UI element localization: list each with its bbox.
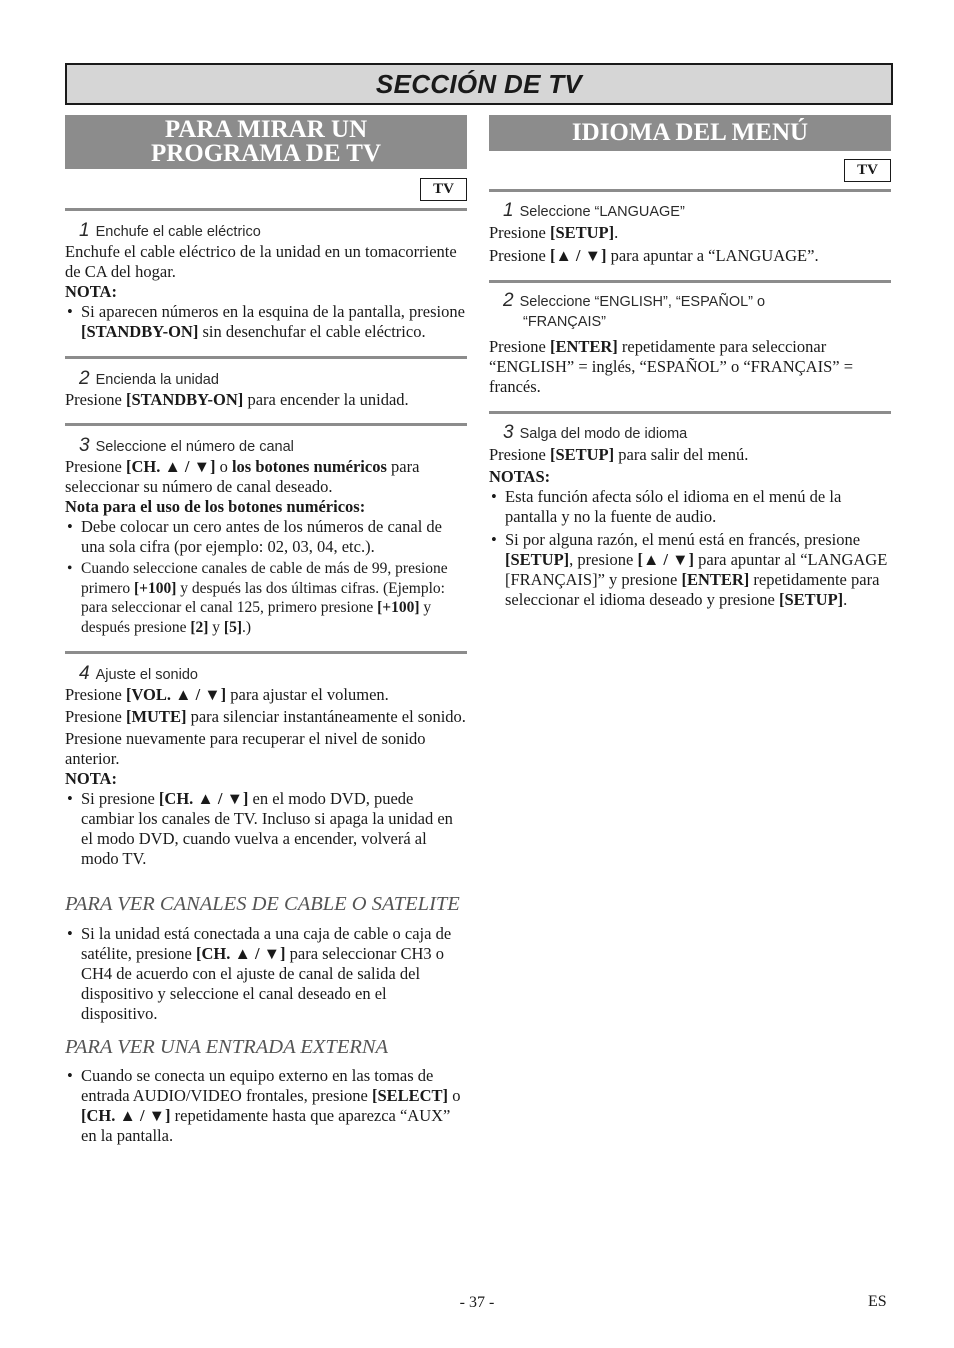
text: en el modo DVD, puede cambiar los canales de TV. Incluso si apaga la unidad en el modo DVD, cuando vuelva a encender, volverá al modo TV.	[81, 789, 453, 868]
text: Cuando seleccione canales de cable de más de 99, presione primero	[81, 560, 448, 597]
external-input-heading: PARA VER UNA ENTRADA EXTERNA	[65, 1036, 389, 1058]
text: Presione	[65, 685, 126, 704]
step-2-heading	[489, 291, 891, 312]
step-divider	[65, 356, 467, 359]
text: para ajustar el volumen.	[226, 685, 389, 704]
note-text: sin desenchufar el cable eléctrico.	[198, 322, 426, 341]
step-text	[65, 685, 467, 705]
note-item	[65, 302, 467, 342]
text: para salir del menú.	[614, 445, 749, 464]
text: repetidamente hasta que aparezca “AUX” en la pantalla.	[81, 1106, 451, 1145]
step-4-heading	[65, 664, 467, 685]
step-title: Ajuste el sonido	[95, 667, 198, 683]
note-label: Nota para el uso de los botones numéricos:	[65, 497, 366, 516]
key-label: [STANDBY-ON]	[125, 390, 244, 409]
step-title: Seleccione el número de canal	[95, 439, 294, 455]
text: Presione	[65, 390, 126, 409]
text: y después las dos últimas cifras. (Ejemplo: para seleccionar el canal 125, primero presione	[81, 579, 445, 616]
step-3-heading	[489, 423, 891, 444]
note-item	[65, 789, 467, 869]
text: para encender la unidad.	[243, 390, 409, 409]
text: Presione	[489, 246, 550, 265]
text: .)	[242, 618, 252, 636]
note-item	[65, 559, 467, 637]
key-label: [SETUP]	[549, 445, 615, 464]
text: o	[215, 457, 232, 476]
text: y	[208, 618, 224, 636]
left-column	[65, 115, 467, 1146]
step-1-heading	[65, 221, 467, 242]
menu-language-heading: IDIOMA DEL MENÚ	[489, 115, 891, 151]
watch-tv-heading-line1: PARA MIRAR UN	[164, 116, 368, 143]
step-text: Enchufe el cable eléctrico de la unidad en un tomacorriente de CA del hogar.	[65, 242, 457, 281]
step-text	[65, 457, 467, 497]
cable-list	[65, 924, 467, 1024]
note-item: • Debe colocar un cero antes de los números de canal de una sola cifra (por ejemplo: 02, 03, 04, etc.).	[65, 517, 467, 557]
note-text: Si aparecen números en la esquina de la pantalla, presione	[81, 302, 465, 321]
key-label: [2]	[190, 618, 209, 636]
step-number: 2	[503, 290, 514, 311]
step-title: Encienda la unidad	[95, 372, 219, 388]
tv-badge-row	[65, 178, 467, 201]
section-banner	[65, 63, 893, 105]
step-divider	[489, 189, 891, 192]
step-title: Seleccione “ENGLISH”, “ESPAÑOL” o	[519, 294, 766, 310]
key-label: [5]	[223, 618, 242, 636]
note-item: • Esta función afecta sólo el idioma en el menú de la pantalla y no la fuente de audio.	[489, 487, 891, 527]
key-label: [CH. ▲ / ▼]	[196, 944, 286, 963]
step-text	[489, 445, 891, 465]
step-3-heading	[65, 436, 467, 457]
key-label: [SETUP]	[549, 223, 615, 242]
tv-mode-badge: TV	[844, 159, 891, 182]
note-list	[65, 302, 467, 342]
key-label: [MUTE]	[125, 707, 187, 726]
step-divider	[489, 411, 891, 414]
page-number: - 37 -	[459, 1294, 495, 1311]
note-label: NOTA:	[65, 769, 117, 788]
step-divider	[65, 208, 467, 211]
section-title: SECCIÓN DE TV	[375, 69, 583, 99]
key-label: [ENTER]	[549, 337, 618, 356]
text: para seleccionar CH3 o CH4 de acuerdo con el ajuste de canal de salida del dispositivo y seleccione el canal deseado en el dispositivo.	[81, 944, 445, 1023]
note-label: NOTA:	[65, 282, 117, 301]
cable-satellite-heading: PARA VER CANALES DE CABLE O SATELITE	[65, 893, 460, 915]
text: Presione	[489, 445, 550, 464]
key-label: los botones numéricos	[231, 457, 387, 476]
text: Cuando se conecta un equipo externo en las tomas de entrada AUDIO/VIDEO frontales, presione	[81, 1066, 434, 1105]
key-label: [CH. ▲ / ▼]	[158, 789, 249, 808]
key-label: [CH. ▲ / ▼]	[125, 457, 216, 476]
key-label: [STANDBY-ON]	[81, 322, 199, 341]
text: , presione	[569, 550, 638, 569]
note-list	[65, 517, 467, 637]
key-label: [SETUP]	[505, 550, 570, 569]
text: y después presione	[81, 599, 432, 636]
text: para seleccionar su número de canal deseado.	[65, 457, 420, 496]
key-label: [+100]	[133, 579, 177, 597]
step-text	[489, 337, 891, 397]
watch-tv-heading	[65, 115, 467, 169]
text: o	[448, 1086, 461, 1105]
text: Presione	[65, 707, 126, 726]
text: .	[843, 590, 848, 609]
step-divider	[65, 423, 467, 426]
text: Si presione	[81, 789, 159, 808]
step-number: 2	[79, 368, 90, 389]
tv-badge-row	[489, 159, 891, 182]
step-text: Presione nuevamente para recuperar el nivel de sonido anterior.	[65, 729, 426, 768]
language-code: ES	[868, 1293, 887, 1310]
step-number: 4	[79, 663, 90, 684]
external-item	[65, 1066, 467, 1146]
external-list	[65, 1066, 467, 1146]
text: Si por alguna razón, el menú está en francés, presione	[505, 530, 861, 549]
step-title: Seleccione “LANGUAGE”	[519, 204, 685, 220]
step-number: 1	[503, 200, 514, 221]
cable-item	[65, 924, 467, 1024]
watch-tv-heading-line2: PROGRAMA DE TV	[150, 140, 382, 167]
text: Presione	[65, 457, 126, 476]
step-2-heading	[65, 369, 467, 390]
step-number: 3	[503, 422, 514, 443]
text: para apuntar al “LANGAGE [FRANÇAIS]” y presione	[505, 550, 888, 589]
notes-label: NOTAS:	[489, 467, 551, 486]
text: .	[614, 223, 619, 242]
step-text	[65, 707, 467, 727]
key-label: [▲ / ▼]	[549, 246, 607, 265]
step-number: 1	[79, 220, 90, 241]
note-item	[489, 530, 891, 610]
text: para silenciar instantáneamente el sonido.	[186, 707, 466, 726]
key-label: [CH. ▲ / ▼]	[81, 1106, 171, 1125]
text: repetidamente para seleccionar “ENGLISH” = inglés, “ESPAÑOL” o “FRANÇAIS” = francés.	[489, 337, 854, 396]
text: Presione	[489, 337, 550, 356]
key-label: [▲ / ▼]	[637, 550, 694, 569]
step-2-heading-line2: “FRANÇAIS”	[523, 314, 606, 330]
key-label: [+100]	[377, 599, 420, 616]
text: Presione	[489, 223, 550, 242]
step-text	[489, 246, 891, 266]
step-text	[489, 223, 891, 243]
step-divider	[65, 651, 467, 654]
step-title: Enchufe el cable eléctrico	[95, 224, 261, 240]
step-text	[65, 390, 467, 410]
key-label: [SETUP]	[778, 590, 844, 609]
step-1-heading	[489, 201, 891, 222]
text: Si la unidad está conectada a una caja de cable o caja de satélite, presione	[81, 924, 452, 963]
key-label: [ENTER]	[681, 570, 750, 589]
right-column	[489, 115, 891, 610]
text: para apuntar a “LANGUAGE”.	[606, 246, 819, 265]
notes-list	[489, 487, 891, 610]
key-label: [SELECT]	[371, 1086, 449, 1105]
key-label: [VOL. ▲ / ▼]	[125, 685, 227, 704]
step-title: Salga del modo de idioma	[519, 426, 688, 442]
step-number: 3	[79, 435, 90, 456]
step-divider	[489, 280, 891, 283]
note-list	[65, 789, 467, 869]
tv-mode-badge: TV	[420, 178, 467, 201]
text: repetidamente para seleccionar el idioma deseado y presione	[505, 570, 880, 609]
